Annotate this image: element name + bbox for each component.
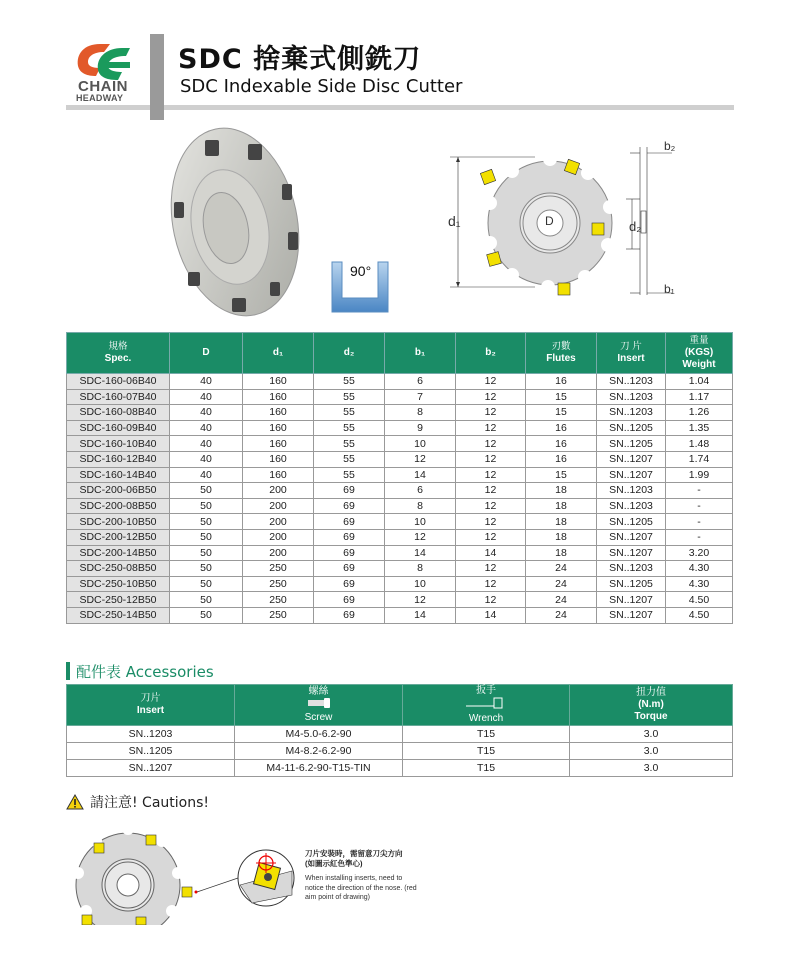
- spec-cell: 200: [243, 514, 314, 530]
- spec-cell: 14: [456, 545, 526, 561]
- spec-cell: -: [666, 514, 733, 530]
- spec-row: [67, 545, 733, 561]
- col-acc-wrench: 扳手 Wrench: [403, 685, 570, 726]
- spec-cell: 55: [314, 374, 385, 390]
- cutter-dimension-diagram: [440, 135, 690, 300]
- col-b2: b₂: [456, 333, 526, 374]
- spec-cell: 160: [243, 451, 314, 467]
- spec-cell: 12: [385, 451, 456, 467]
- spec-cell: 12: [385, 529, 456, 545]
- spec-cell: 6: [385, 483, 456, 499]
- spec-cell: 40: [170, 389, 243, 405]
- spec-cell: SN..1203: [597, 483, 666, 499]
- col-insert: 刀 片 Insert: [597, 333, 666, 374]
- spec-cell: 250: [243, 576, 314, 592]
- caution-heading: [66, 792, 209, 812]
- col-flutes: 刃數 Flutes: [526, 333, 597, 374]
- spec-cell: 24: [526, 607, 597, 623]
- spec-cell: 69: [314, 498, 385, 514]
- spec-cell: 69: [314, 483, 385, 499]
- spec-cell: 160: [243, 420, 314, 436]
- spec-cell: 69: [314, 576, 385, 592]
- spec-cell: SN..1207: [597, 467, 666, 483]
- spec-row: [67, 498, 733, 514]
- spec-cell-model: SDC-200-10B50: [67, 514, 170, 530]
- spec-cell: SN..1203: [597, 561, 666, 577]
- spec-cell: -: [666, 529, 733, 545]
- spec-cell: 160: [243, 389, 314, 405]
- accessory-row: [67, 760, 733, 777]
- spec-cell-model: SDC-160-08B40: [67, 405, 170, 421]
- spec-cell: 50: [170, 483, 243, 499]
- spec-cell: SN..1205: [597, 514, 666, 530]
- spec-cell: 12: [456, 467, 526, 483]
- spec-cell: 4.50: [666, 592, 733, 608]
- caution-note-en: When installing inserts, need to notice the direction of the nose. (red aim point of drawing): [305, 875, 417, 901]
- spec-cell: SN..1207: [597, 592, 666, 608]
- spec-cell-model: SDC-160-07B40: [67, 389, 170, 405]
- spec-cell-model: SDC-160-14B40: [67, 467, 170, 483]
- spec-cell: -: [666, 498, 733, 514]
- spec-cell: 250: [243, 607, 314, 623]
- accessory-cell: T15: [403, 726, 570, 743]
- spec-cell: 16: [526, 451, 597, 467]
- col-d2: d₂: [314, 333, 385, 374]
- spec-cell: 12: [456, 529, 526, 545]
- spec-cell: 12: [456, 374, 526, 390]
- spec-cell: 12: [456, 576, 526, 592]
- spec-row: [67, 451, 733, 467]
- spec-cell: 69: [314, 514, 385, 530]
- spec-cell: 18: [526, 514, 597, 530]
- spec-cell: 12: [456, 498, 526, 514]
- spec-cell: 24: [526, 561, 597, 577]
- accessory-cell: SN..1205: [67, 743, 235, 760]
- spec-cell: 12: [456, 514, 526, 530]
- spec-cell: 1.74: [666, 451, 733, 467]
- accessory-cell: T15: [403, 760, 570, 777]
- col-d1: d₁: [243, 333, 314, 374]
- spec-cell: 40: [170, 451, 243, 467]
- spec-cell: 12: [456, 420, 526, 436]
- spec-cell: 50: [170, 561, 243, 577]
- spec-cell: SN..1207: [597, 607, 666, 623]
- spec-cell-model: SDC-200-14B50: [67, 545, 170, 561]
- caution-title: 請注意! Cautions!: [90, 795, 210, 811]
- spec-cell-model: SDC-250-12B50: [67, 592, 170, 608]
- spec-row: [67, 514, 733, 530]
- spec-row: [67, 529, 733, 545]
- spec-cell-model: SDC-160-10B40: [67, 436, 170, 452]
- logo-subtitle: HEADWAY: [76, 93, 124, 103]
- caution-note-zh: 刀片安裝時，需留意刀尖方向 (如圖示紅色準心): [305, 849, 403, 868]
- spec-cell: 18: [526, 545, 597, 561]
- spec-cell: 69: [314, 529, 385, 545]
- warning-icon: [66, 794, 84, 810]
- spec-cell: 55: [314, 420, 385, 436]
- spec-cell: 12: [456, 483, 526, 499]
- spec-cell: 10: [385, 514, 456, 530]
- spec-cell: -: [666, 483, 733, 499]
- insert-orientation-diagram: [66, 815, 306, 925]
- spec-row: [67, 374, 733, 390]
- spec-cell: 16: [526, 436, 597, 452]
- spec-cell-model: SDC-250-10B50: [67, 576, 170, 592]
- spec-cell-model: SDC-200-06B50: [67, 483, 170, 499]
- spec-cell: 250: [243, 592, 314, 608]
- spec-cell: 200: [243, 498, 314, 514]
- spec-cell: 18: [526, 529, 597, 545]
- cutter-photo: [160, 122, 310, 322]
- spec-row: [67, 561, 733, 577]
- spec-cell: 200: [243, 529, 314, 545]
- spec-cell: 8: [385, 405, 456, 421]
- spec-cell-model: SDC-200-08B50: [67, 498, 170, 514]
- section-marker: [66, 662, 70, 680]
- spec-cell: 69: [314, 592, 385, 608]
- spec-cell: SN..1205: [597, 436, 666, 452]
- spec-cell-model: SDC-250-08B50: [67, 561, 170, 577]
- accessory-cell: SN..1207: [67, 760, 235, 777]
- spec-cell: 69: [314, 545, 385, 561]
- screw-icon: [307, 698, 331, 708]
- spec-cell: 24: [526, 576, 597, 592]
- spec-cell: 50: [170, 576, 243, 592]
- spec-cell: 12: [456, 405, 526, 421]
- col-acc-insert: 刀片 Insert: [67, 685, 235, 726]
- spec-cell: 14: [456, 607, 526, 623]
- spec-cell: 1.26: [666, 405, 733, 421]
- accessory-cell: 3.0: [570, 743, 733, 760]
- col-acc-screw: 螺絲 Screw: [235, 685, 403, 726]
- spec-cell: 160: [243, 374, 314, 390]
- logo-wordmark: CHAIN: [78, 78, 128, 95]
- spec-cell: 55: [314, 389, 385, 405]
- angle-label: 90°: [350, 263, 372, 279]
- page-title-zh: SDC 捨棄式側銑刀: [178, 44, 422, 75]
- accessories-table: [66, 684, 733, 777]
- spec-cell: 40: [170, 374, 243, 390]
- accessory-cell: M4-5.0-6.2-90: [235, 726, 403, 743]
- spec-cell: 250: [243, 561, 314, 577]
- spec-cell: 7: [385, 389, 456, 405]
- spec-cell-model: SDC-160-09B40: [67, 420, 170, 436]
- spec-row: [67, 420, 733, 436]
- spec-cell: 12: [456, 592, 526, 608]
- col-b1: b₁: [385, 333, 456, 374]
- accessory-cell: M4-11-6.2-90-T15-TIN: [235, 760, 403, 777]
- spec-cell: 15: [526, 467, 597, 483]
- spec-row: [67, 483, 733, 499]
- spec-cell: 10: [385, 436, 456, 452]
- spec-row: [67, 592, 733, 608]
- dim-label-b1: b₁: [664, 282, 675, 296]
- spec-cell-model: SDC-160-06B40: [67, 374, 170, 390]
- spec-row: [67, 436, 733, 452]
- spec-cell: 8: [385, 561, 456, 577]
- spec-cell: 50: [170, 514, 243, 530]
- col-D: D: [170, 333, 243, 374]
- spec-cell: 1.35: [666, 420, 733, 436]
- spec-cell: 55: [314, 405, 385, 421]
- dim-label-d1: d₁: [448, 213, 461, 229]
- spec-cell-model: SDC-160-12B40: [67, 451, 170, 467]
- spec-cell-model: SDC-250-14B50: [67, 607, 170, 623]
- col-spec: 規格 Spec.: [67, 333, 170, 374]
- dim-label-D: D: [545, 214, 554, 228]
- spec-cell: 10: [385, 576, 456, 592]
- spec-cell: 12: [456, 561, 526, 577]
- accessories-table-header: [67, 685, 733, 726]
- spec-cell: 14: [385, 607, 456, 623]
- spec-row: [67, 405, 733, 421]
- spec-table: [66, 332, 733, 624]
- spec-cell: SN..1207: [597, 545, 666, 561]
- spec-cell: 18: [526, 498, 597, 514]
- spec-row: [67, 607, 733, 623]
- spec-cell: 15: [526, 389, 597, 405]
- spec-cell: 40: [170, 420, 243, 436]
- spec-cell: SN..1203: [597, 389, 666, 405]
- spec-cell: 160: [243, 467, 314, 483]
- spec-table-header: [67, 333, 733, 374]
- spec-cell: 4.30: [666, 576, 733, 592]
- accessory-row: [67, 743, 733, 760]
- spec-cell: 160: [243, 405, 314, 421]
- spec-cell: 8: [385, 498, 456, 514]
- spec-row: [67, 389, 733, 405]
- wrench-icon: [464, 697, 508, 709]
- spec-cell: 3.20: [666, 545, 733, 561]
- spec-cell: 16: [526, 420, 597, 436]
- spec-cell: 50: [170, 592, 243, 608]
- spec-cell: 55: [314, 467, 385, 483]
- spec-cell: 1.17: [666, 389, 733, 405]
- spec-cell: SN..1207: [597, 529, 666, 545]
- spec-cell: 4.30: [666, 561, 733, 577]
- spec-cell: SN..1203: [597, 374, 666, 390]
- spec-row: [67, 467, 733, 483]
- spec-cell: 12: [456, 451, 526, 467]
- spec-row: [67, 576, 733, 592]
- spec-cell: SN..1203: [597, 498, 666, 514]
- spec-cell: 12: [385, 592, 456, 608]
- accessory-cell: T15: [403, 743, 570, 760]
- spec-cell: SN..1203: [597, 405, 666, 421]
- spec-cell: SN..1205: [597, 420, 666, 436]
- spec-cell: 50: [170, 498, 243, 514]
- spec-cell-model: SDC-200-12B50: [67, 529, 170, 545]
- accessory-cell: 3.0: [570, 760, 733, 777]
- col-weight: 重量 (KGS) Weight: [666, 333, 733, 374]
- spec-cell: 69: [314, 561, 385, 577]
- spec-cell: 12: [456, 389, 526, 405]
- page-title-en: SDC Indexable Side Disc Cutter: [180, 76, 463, 97]
- spec-cell: 14: [385, 467, 456, 483]
- dim-label-d2: d₂: [629, 219, 642, 234]
- accessory-cell: SN..1203: [67, 726, 235, 743]
- col-acc-torque: 扭力值 (N.m) Torque: [570, 685, 733, 726]
- dim-label-b2: b₂: [664, 139, 676, 153]
- spec-cell: 69: [314, 607, 385, 623]
- spec-cell: 6: [385, 374, 456, 390]
- spec-cell: 18: [526, 483, 597, 499]
- spec-cell: 14: [385, 545, 456, 561]
- spec-cell: 40: [170, 405, 243, 421]
- spec-cell: 24: [526, 592, 597, 608]
- spec-cell: 9: [385, 420, 456, 436]
- spec-cell: 55: [314, 436, 385, 452]
- spec-cell: 50: [170, 607, 243, 623]
- spec-cell: 4.50: [666, 607, 733, 623]
- spec-cell: 200: [243, 545, 314, 561]
- accessory-cell: 3.0: [570, 726, 733, 743]
- spec-cell: 1.99: [666, 467, 733, 483]
- accessory-row: [67, 726, 733, 743]
- spec-cell: SN..1205: [597, 576, 666, 592]
- spec-cell: 1.48: [666, 436, 733, 452]
- spec-cell: 50: [170, 529, 243, 545]
- spec-cell: 55: [314, 451, 385, 467]
- spec-cell: 40: [170, 467, 243, 483]
- accessory-cell: M4-8.2-6.2-90: [235, 743, 403, 760]
- header-divider: [150, 34, 164, 120]
- spec-cell: 200: [243, 483, 314, 499]
- spec-cell: 160: [243, 436, 314, 452]
- spec-cell: SN..1207: [597, 451, 666, 467]
- spec-cell: 12: [456, 436, 526, 452]
- accessories-title: 配件表 Accessories: [76, 663, 214, 681]
- spec-cell: 15: [526, 405, 597, 421]
- spec-cell: 16: [526, 374, 597, 390]
- spec-cell: 40: [170, 436, 243, 452]
- header-rule: [66, 105, 734, 110]
- spec-cell: 1.04: [666, 374, 733, 390]
- spec-cell: 50: [170, 545, 243, 561]
